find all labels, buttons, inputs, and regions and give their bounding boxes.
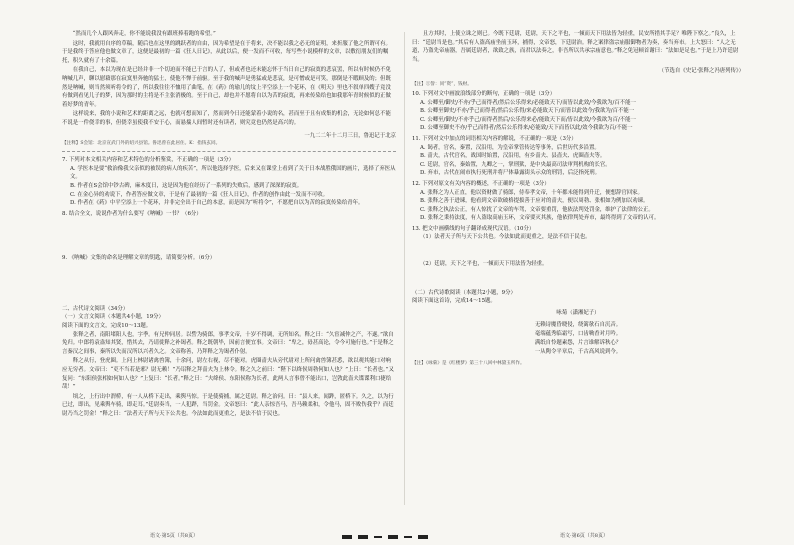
question-10-option-a: A. 公卿至/御史/不亦/乎己而得者/然后公乐得来/必能致天下/而皆以此效/今我欲为/百不能一 — [420, 99, 636, 106]
left-page — [62, 30, 396, 512]
passage-paragraph: “然而几个人跟风奔走，你不能说我没有跟班捧着跑的希望。” — [72, 31, 216, 37]
subsection-classical-prose: （一）文言文阅读（本题共4小题，19分） — [62, 314, 164, 321]
question-10-stem: 10. 下列对文中画波浪线部分的断句，正确的一项是（3分） — [412, 90, 556, 97]
answer-space-9 — [62, 263, 396, 303]
poem-annotation: 【注】《咏菊》是《红楼梦》第三十八回中林黛玉所作。 — [412, 360, 525, 366]
classical-passage-paragraph: 释之从行，登虎圈。上问上林尉诸禽兽簿，十余问，尉左右视，尽不能对。虎圈啬夫从旁代尉对上所问禽兽簿甚悉，欲以观其能口对响应无穷者。文帝曰：“吏不当若是邪？尉无赖！”乃诏释之拜啬夫为上林令。释之久之前曰：“陛下以绛侯周勃何如人也？”上曰：“长者也。”又复问：“东阳侯张相如何如人也？”上复曰：“长者。”释之曰：“夫绛侯、东阳侯称为长者，此两人言事曾不能出口，岂敩此啬夫谍谍利口捷给哉！” — [62, 358, 394, 391]
registration-marks — [342, 535, 428, 539]
answer-space-13-2 — [412, 269, 744, 287]
question-7-option-d: D. 作者在《药》中平空添上一个花环，并非完全出于自己的本意，而是因为“听将令”，不愿把自以为苦的寂寞传染给青年。 — [70, 200, 364, 207]
question-8: 8. 结合全文，说说作者为什么要写《呐喊》一书？（6分） — [62, 210, 202, 217]
classical-passage-paragraph: 顷之，上行出中渭桥，有一人从桥下走出，乘舆马惊。于是使骑捕，属之廷尉。释之治问。曰：“县人来，闻跸，匿桥下。久之，以为行已过，即出，见乘舆车骑，即走耳。”廷尉奏当，一人犯跸，当罚金。文帝怒曰：“此人亲惊吾马，吾马赖柔和，令他马，固不败伤我乎？而廷尉乃当之罚金！”释之曰：“法者天子所与天下公共也。今法如此而更重之，是法不信于民也。 — [62, 393, 394, 417]
passage-paragraph: 这时，我就用自序的草稿，随后也在这里的跳跃者的自由，因为希望是在于将来，决不能以我之必无的证明，来折服了他之所谓可有。于是我终于答应他也做文章了，这便是最初的一篇《狂人日记》，从此以后，便一发而不可收，每写些小说模样的文章，以敷衍朋友们的嘱托，积久就有了十余篇。 — [62, 40, 391, 64]
passage-paragraph: 这样说来，我的小说和艺术的距离之远，也就可想而知了，然而到今日还能蒙着小说的名，甚而至于且有成集的机会，无论如何总不能不说是一件侥幸的事，但侥幸虽使我不安于心，而悬揣人间暂时还有读者，则究竟也仍然是高兴的。 — [62, 111, 391, 126]
question-11-option-d: D. 弃市，古代在闹市执行死刑并将尸体暴露街头示众的刑罚，后泛指死刑。 — [420, 170, 601, 177]
annotation-note: 【注释】S会馆：北京宣武门外的绍兴县馆。鲁迅曾在此居住。K：指钱玄同。 — [62, 141, 221, 147]
page-gutter — [404, 32, 405, 505]
page-footer-right: 语文·第6页（共8页） — [560, 533, 608, 539]
registration-mark — [404, 536, 412, 538]
poem-line: 满纸自怜题素怨，片言谁解诉秋心？ — [534, 339, 622, 346]
page-footer-left: 语文·第5页（共8页） — [150, 533, 198, 539]
poem-line: 毫端蕴秀临霜写，口齿噙香对月吟。 — [534, 330, 622, 337]
reading-instruction: 阅读下面这首诗，完成14～15题。 — [412, 298, 496, 305]
question-10-option-d: D. 公卿至御史不亦/乎己而得者/然后公乐得来/必能致/天下而皆以此/效今我欲为百/不能一 — [420, 125, 633, 132]
registration-mark — [388, 535, 398, 539]
question-11-stem: 11. 下列对文中加点的词语相关内容的解说，不正确的一项是（3分） — [412, 135, 577, 142]
question-12-option-c: C. 张释之执法公正，有人惊扰了文帝的车驾，文帝要重罚，他依法判处罚金，维护了法律的公正。 — [420, 206, 654, 213]
question-7-option-a: A. 学医本是要“救治像我父亲似的被误的病人的疾苦”，所以他选择学医，后来又在课堂上看到了关于日本战胜俄国的画片，选择了弃医从文。 — [70, 165, 396, 181]
answer-space-8 — [62, 218, 396, 252]
question-12-option-a: A. 张释之为人正直，他以资财做了骑郎，侍奉孝文帝，十年都未能得到升迁，便想辞官回家。 — [420, 189, 643, 196]
question-13-part-2: （2）廷尉，天下之平也，一倾而天下用法皆为轻重。 — [420, 261, 548, 268]
section-two-title: 二、古代诗文阅读（34分） — [62, 305, 129, 312]
passage-paragraph: 在我自己，本以为现在是已经并非一个切迫而不能已于言的人了，但或者也还未能忘怀于当日自己的寂寞的悲哀罢，所以有时候仍不免呐喊几声，聊以慰藉那在寂寞里奔驰的猛士，使他不惮于前驱。至于我的喊声是勇猛或是悲哀，是可憎或是可笑，那倒是不暇顾及的；但既然是呐喊，则当然须听将令的了，所以我往往不恤用了曲笔，在《药》的瑜儿的坟上平空添上一个花环，在《明天》里也不叙单四嫂子竟没有做到看见儿子的梦，因为那时的主将是不主张消极的。至于自己，却也并不愿将自以为苦的寂寞，再来传染给也如我那年青时候似的正做着好梦的青年。 — [62, 67, 391, 108]
poem-title: 咏菊（潇湘妃子） — [556, 309, 600, 316]
question-7-option-b: B. 作者在S会馆中钞古碑，麻木度日，这是因为他在经历了一系列的失败后，感到了深深的寂寞。 — [70, 182, 303, 189]
question-10-option-c: C. 公卿至/御史/不亦乎己/而得者然后/公乐得来必/能致天下而/皆以此效/今我欲为百/不能一 — [420, 116, 636, 123]
source-citation: （节选自《史记·张释之冯唐列传》） — [658, 68, 744, 75]
subsection-poetry: （二）古代诗歌阅读（本题共2小题，9分） — [412, 289, 516, 296]
annotation-note: 【注】①訾：同“资”，钱财。 — [412, 81, 472, 87]
dashed-divider — [62, 151, 396, 152]
question-7-option-c: C. 在金心异的劝说下，作者答应做文章，于是有了最初的一篇《狂人日记》，作者的创作由此一发而不可收。 — [70, 191, 329, 198]
right-page — [412, 30, 744, 512]
poem-line: 一从陶令平章后，千古高风说到今。 — [534, 348, 622, 355]
question-7-stem: 7. 下列对本文相关内容和艺术特色的分析鉴赏，不正确的一项是（3分） — [62, 157, 235, 164]
registration-mark — [418, 535, 428, 539]
signature-line: 一九二二年十二月三日，鲁迅记于北京 — [304, 132, 396, 139]
poem-block — [412, 309, 744, 357]
question-13-stem: 13. 把文中画横线的句子翻译成现代汉语。（10分） — [412, 225, 535, 232]
reading-instruction: 阅读下面的文言文，完成10～13题。 — [62, 323, 152, 330]
classical-passage-paragraph: 且方其时，上使立诛之则已。今既下廷尉，廷尉，天下之平也，一倾而天下用法皆为轻重，民安所措其手足？唯陛下察之。”良久，上曰：“廷尉当是也。”其后有人盗高庙坐前玉环，捕得，文帝怒，下廷尉治。释之案律盗宗庙服御物者为奏，奏当弃市。上大怒曰：“人之无道，乃盗先帝庙器，吾属廷尉者，欲致之族，而君以法奏之，非吾所以共承宗庙意也。”释之免冠顿首谢曰：“法如是足也。”于是上乃许廷尉当。 — [412, 31, 739, 63]
registration-mark — [358, 535, 368, 539]
registration-mark — [342, 535, 352, 539]
question-12-stem: 12. 下列对原文有关内容的概述，不正确的一项是（3分） — [412, 180, 550, 187]
question-10-option-b: B. 公卿至御史/不亦/乎己而得者/然后公乐得/来必能致天下/而皆以此效今/我欲为/百不能一 — [420, 108, 635, 115]
question-12-option-d: D. 张释之秉持法度，有人盗取高庙玉环，文帝要灭其族，他依律判处弃市，最终得到了文帝的认可。 — [420, 215, 660, 222]
question-12-option-b: B. 张释之善于进谏，他看到文帝欲破格提拔善于应对的啬夫，便以周勃、张相如为例加以劝谏。 — [420, 198, 649, 205]
question-9: 9. 《呐喊》文集的命名是理解文章的钥匙，请简要分析。（6分） — [62, 255, 216, 262]
question-11-option-c: C. 廷尉，官名，秦始置，九卿之一，掌刑狱，是中央最高司法审判机构的长官。 — [420, 161, 611, 168]
registration-mark — [374, 536, 382, 538]
classical-passage-paragraph: 张释之者，南阳堵阳人也，字季。有兄仲同居。以訾为骑郎，事孝文帝，十岁不得调，无所知名。释之曰：“久宦减仲之产，不遂。”欲自免归。中郎将袁盎知其贤，惜其去，乃请徙释之补谒者。释之既朝毕，因前言便宜事。文帝曰：“卑之，毋甚高论，令今可施行也。”于是释之言秦汉之间事，秦所以失而汉所以兴者久之。文帝称善，乃拜释之为谒者仆射。 — [62, 331, 394, 355]
question-11-option-a: A. 谒者，官名，秦置，汉沿用，为皇帝掌管传达等事务，后世历代多沿置。 — [420, 144, 600, 151]
question-13-part-1: （1）法者天子所与天下公共也。今法如此而更重之，是法不信于民也。 — [420, 234, 591, 241]
question-11-option-b: B. 啬夫，古代官名，战国时始置，汉沿用，有乡啬夫、县啬夫、虎圈啬夫等。 — [420, 153, 606, 160]
answer-space-13-1 — [412, 242, 744, 260]
poem-line: 无赖诗魔昏晓侵，绕篱欹石自沉音。 — [534, 321, 622, 328]
